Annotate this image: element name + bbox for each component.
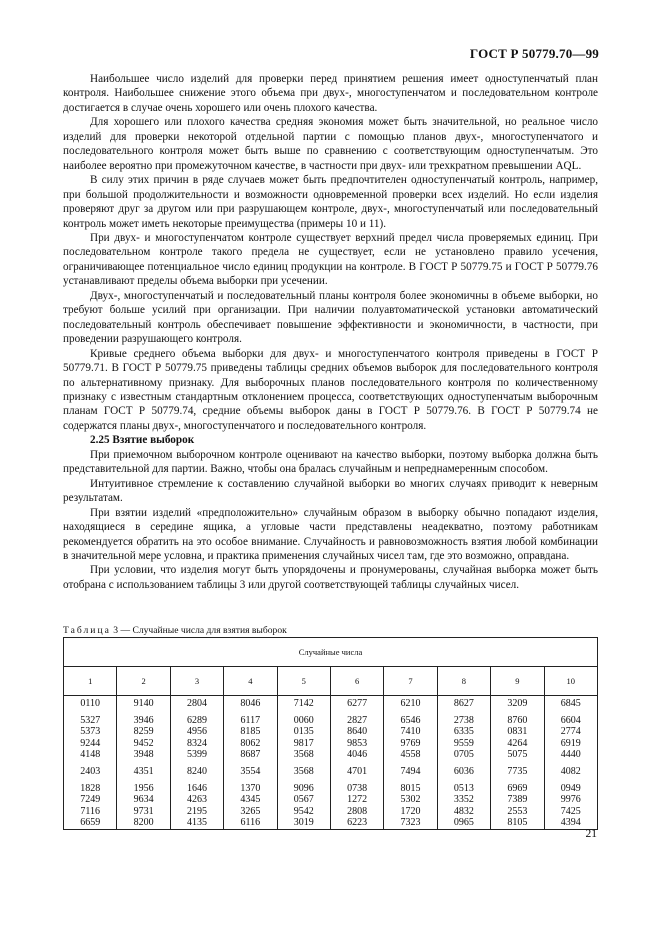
random-number: 2827 bbox=[347, 714, 368, 726]
table-cell-column-5 bbox=[277, 696, 330, 830]
random-number: 4148 bbox=[80, 749, 101, 761]
random-number: 6210 bbox=[400, 698, 421, 709]
table-column-header: 5 bbox=[277, 667, 330, 696]
random-numbers-table bbox=[63, 637, 598, 830]
table-cell-column-8 bbox=[437, 696, 490, 830]
random-number: 6335 bbox=[453, 726, 474, 738]
table-column-header: 8 bbox=[437, 667, 490, 696]
random-number: 0965 bbox=[453, 817, 474, 829]
random-number: 8627 bbox=[453, 698, 474, 709]
random-number: 6659 bbox=[80, 817, 101, 829]
random-number: 9244 bbox=[80, 737, 101, 749]
table-column-header: 9 bbox=[491, 667, 544, 696]
random-number: 3019 bbox=[293, 817, 314, 829]
random-number: 4956 bbox=[186, 726, 207, 738]
paragraph: При двух- и многоступенчатом контроле существует верхний предел числа проверяемых единиц. При последовательном контроле такого предела не существует, если не установлено правило усечения, ограничивающее потенциальное число единиц продукции на контроле. В ГОСТ Р 50779.75 и ГОСТ Р 50779.76 устанавливают пределы объема выборки при усечении. bbox=[63, 231, 598, 288]
random-number: 2774 bbox=[560, 726, 581, 738]
random-number: 0110 bbox=[80, 698, 101, 709]
random-number: 6919 bbox=[560, 737, 581, 749]
random-number: 8015 bbox=[400, 782, 421, 794]
random-number: 4046 bbox=[347, 749, 368, 761]
random-number: 8240 bbox=[186, 765, 207, 777]
random-number: 0060 bbox=[293, 714, 314, 726]
random-number: 4263 bbox=[186, 794, 207, 806]
random-number: 7323 bbox=[400, 817, 421, 829]
table-column-header: 4 bbox=[224, 667, 277, 696]
random-number: 9542 bbox=[293, 805, 314, 817]
random-number: 8259 bbox=[133, 726, 154, 738]
page-number: 21 bbox=[585, 828, 597, 840]
random-number: 5399 bbox=[186, 749, 207, 761]
random-number: 0567 bbox=[293, 794, 314, 806]
random-number: 6845 bbox=[560, 698, 581, 709]
random-number: 6277 bbox=[347, 698, 368, 709]
random-number: 6223 bbox=[347, 817, 368, 829]
random-number: 1720 bbox=[400, 805, 421, 817]
document-code: ГОСТ Р 50779.70—99 bbox=[469, 46, 599, 61]
table-group-header: Случайные числа bbox=[64, 638, 598, 667]
random-number: 3948 bbox=[133, 749, 154, 761]
table-column-header: 7 bbox=[384, 667, 437, 696]
random-number: 0135 bbox=[293, 726, 314, 738]
random-number: 2403 bbox=[80, 765, 101, 777]
paragraph-group-2 bbox=[63, 448, 598, 593]
random-number: 6604 bbox=[560, 714, 581, 726]
random-number: 9559 bbox=[453, 737, 474, 749]
paragraph: Двух-, многоступенчатый и последовательный планы контроля более экономичны в объеме выборки, но требуют больше усилий при организации. При наличии полуавтоматической установки автоматический последовательный контроль обеспечивает повышение эффективности и экономичности, в частности, при проведении разрушающего контроля. bbox=[63, 289, 598, 346]
random-number: 4135 bbox=[186, 817, 207, 829]
random-number: 5373 bbox=[80, 726, 101, 738]
random-number: 8105 bbox=[507, 817, 528, 829]
paragraph: При взятии изделий «предположительно» случайным образом в выборку обычно попадают изделия, находящиеся в середине ящика, а угловые части представлены неадекватно, поэтому работникам рекомендуется обратить на это особое внимание. Случайность и равновозможность взятия любой комбинации в значительной мере условна, и практика применения случайных чисел там, где это возможно, оправдана. bbox=[63, 506, 598, 562]
random-number: 9769 bbox=[400, 737, 421, 749]
section-heading: 2.25 Взятие выборок bbox=[90, 434, 195, 447]
random-number: 2804 bbox=[186, 698, 207, 709]
random-number: 7494 bbox=[400, 765, 421, 777]
random-number: 3352 bbox=[453, 794, 474, 806]
random-number: 5075 bbox=[507, 749, 528, 761]
table-column-header: 3 bbox=[170, 667, 223, 696]
random-number: 9731 bbox=[133, 805, 154, 817]
random-number: 0705 bbox=[453, 749, 474, 761]
random-number: 1956 bbox=[133, 782, 154, 794]
random-number: 3209 bbox=[507, 698, 528, 709]
random-number: 9096 bbox=[293, 782, 314, 794]
paragraph: При приемочном выборочном контроле оценивают на качество выборки, поэтому выборка должна быть представительной для партии. Важно, чтобы она бралась случайным и непреднамеренным способом. bbox=[63, 448, 598, 476]
random-number: 9140 bbox=[133, 698, 154, 709]
random-number: 6036 bbox=[453, 765, 474, 777]
random-number: 3265 bbox=[240, 805, 261, 817]
random-number: 6969 bbox=[507, 782, 528, 794]
random-number: 0513 bbox=[453, 782, 474, 794]
random-number: 1646 bbox=[186, 782, 207, 794]
random-number: 9976 bbox=[560, 794, 581, 806]
table-cell-column-4 bbox=[224, 696, 277, 830]
random-number: 7249 bbox=[80, 794, 101, 806]
random-number: 9853 bbox=[347, 737, 368, 749]
table-cell-column-10 bbox=[544, 696, 597, 830]
random-number: 6546 bbox=[400, 714, 421, 726]
paragraph: В силу этих причин в ряде случаев может быть предпочтителен одноступенчатый контроль, например, при большой продолжительности и возможности одновременной проверки всех изделий. Но если изделия проверяют друг за другом или при разрушающем контроле, двух-, многоступенчатый или последовательный контроль может иметь некоторые преимущества (примеры 10 и 11). bbox=[63, 174, 598, 230]
random-number: 2808 bbox=[347, 805, 368, 817]
random-number: 4351 bbox=[133, 765, 154, 777]
random-number: 7410 bbox=[400, 726, 421, 738]
table-cell-column-3 bbox=[170, 696, 223, 830]
random-number: 3568 bbox=[293, 765, 314, 777]
table-caption-text: 3 — Случайные числа для взятия выборок bbox=[113, 625, 287, 636]
random-number: 4701 bbox=[347, 765, 368, 777]
paragraph: Для хорошего или плохого качества средняя экономия может быть значительной, но реальное число изделий для проверки некоторой отдельной партии с помощью планов двух-, многоступенчатого и последовательного контроля может быть выше по сравнению с соответствующим одноступенчатым. Это наиболее вероятно при промежуточном качестве, в частности при двух- или трехкратном превышении AQL. bbox=[63, 116, 598, 172]
random-number: 7735 bbox=[507, 765, 528, 777]
random-number: 3946 bbox=[133, 714, 154, 726]
random-number: 8324 bbox=[186, 737, 207, 749]
random-number: 1272 bbox=[347, 794, 368, 806]
random-number: 6116 bbox=[240, 817, 261, 829]
body-text bbox=[63, 72, 598, 592]
random-number: 7116 bbox=[80, 805, 101, 817]
paragraph: Наибольшее число изделий для проверки перед принятием решения имеет одноступенчатый план контроля. Наибольшее снижение этого объема при двух-, многоступенчатом и последовательном контроле достигается в случае очень хорошего или очень плохого качества. bbox=[63, 73, 598, 114]
random-number: 3554 bbox=[240, 765, 261, 777]
table-cell-column-7 bbox=[384, 696, 437, 830]
paragraph: Кривые среднего объема выборки для двух- и многоступенчатого контроля приведены в ГОСТ Р 50779.71. В ГОСТ Р 50779.75 приведены таблицы средних объемов выборок для последовательного контроля по альтернативному признаку. Для выборочных планов последовательного контроля по количественному признаку с известным стандартным отклонением процесса, соответствующих одноступенчатым выборочным планам ГОСТ Р 50779.74, средние объемы выборок даны в ГОСТ Р 50779.76. В ГОСТ Р 50779.74 не содержатся планы двух-, многоступенчатого и последовательного контроля. bbox=[63, 347, 598, 432]
table-column-header: 2 bbox=[117, 667, 170, 696]
paragraph: Интуитивное стремление к составлению случайной выборки во многих случаях приводит к неверным результатам. bbox=[63, 477, 598, 505]
table-column-header-row bbox=[64, 667, 598, 696]
random-number: 1370 bbox=[240, 782, 261, 794]
random-number: 5327 bbox=[80, 714, 101, 726]
random-number: 7142 bbox=[293, 698, 314, 709]
random-number: 4558 bbox=[400, 749, 421, 761]
random-number: 2553 bbox=[507, 805, 528, 817]
table-column-header: 6 bbox=[330, 667, 383, 696]
table-caption-word: Таблица bbox=[63, 625, 111, 636]
random-number: 8200 bbox=[133, 817, 154, 829]
random-number: 8185 bbox=[240, 726, 261, 738]
paragraph: При условии, что изделия могут быть упорядочены и пронумерованы, случайная выборка может быть отобрана с использованием таблицы 3 или другой соответствующей таблицы случайных чисел. bbox=[63, 564, 598, 591]
random-number: 5302 bbox=[400, 794, 421, 806]
random-number: 1828 bbox=[80, 782, 101, 794]
random-number: 3568 bbox=[293, 749, 314, 761]
random-number: 8760 bbox=[507, 714, 528, 726]
random-number: 2195 bbox=[186, 805, 207, 817]
random-number: 8640 bbox=[347, 726, 368, 738]
table-data-row bbox=[64, 696, 598, 830]
random-number: 4082 bbox=[560, 765, 581, 777]
random-number: 4394 bbox=[560, 817, 581, 829]
table-column-header: 10 bbox=[544, 667, 597, 696]
random-number: 4264 bbox=[507, 737, 528, 749]
table-cell-column-1 bbox=[64, 696, 117, 830]
random-number: 0831 bbox=[507, 726, 528, 738]
random-number: 7389 bbox=[507, 794, 528, 806]
random-number: 8046 bbox=[240, 698, 261, 709]
random-number: 8062 bbox=[240, 737, 261, 749]
random-number: 8687 bbox=[240, 749, 261, 761]
random-number: 6289 bbox=[186, 714, 207, 726]
random-number: 4345 bbox=[240, 794, 261, 806]
table-caption bbox=[63, 625, 287, 636]
random-number: 2738 bbox=[453, 714, 474, 726]
table-cell-column-9 bbox=[491, 696, 544, 830]
random-number: 4440 bbox=[560, 749, 581, 761]
paragraph-group-1 bbox=[63, 72, 598, 433]
random-number: 9634 bbox=[133, 794, 154, 806]
random-number: 9817 bbox=[293, 737, 314, 749]
random-number: 0738 bbox=[347, 782, 368, 794]
table-column-header: 1 bbox=[64, 667, 117, 696]
random-number: 7425 bbox=[560, 805, 581, 817]
random-number: 4832 bbox=[453, 805, 474, 817]
random-number: 9452 bbox=[133, 737, 154, 749]
random-number: 6117 bbox=[240, 714, 261, 726]
table-cell-column-2 bbox=[117, 696, 170, 830]
random-number: 0949 bbox=[560, 782, 581, 794]
table-cell-column-6 bbox=[330, 696, 383, 830]
